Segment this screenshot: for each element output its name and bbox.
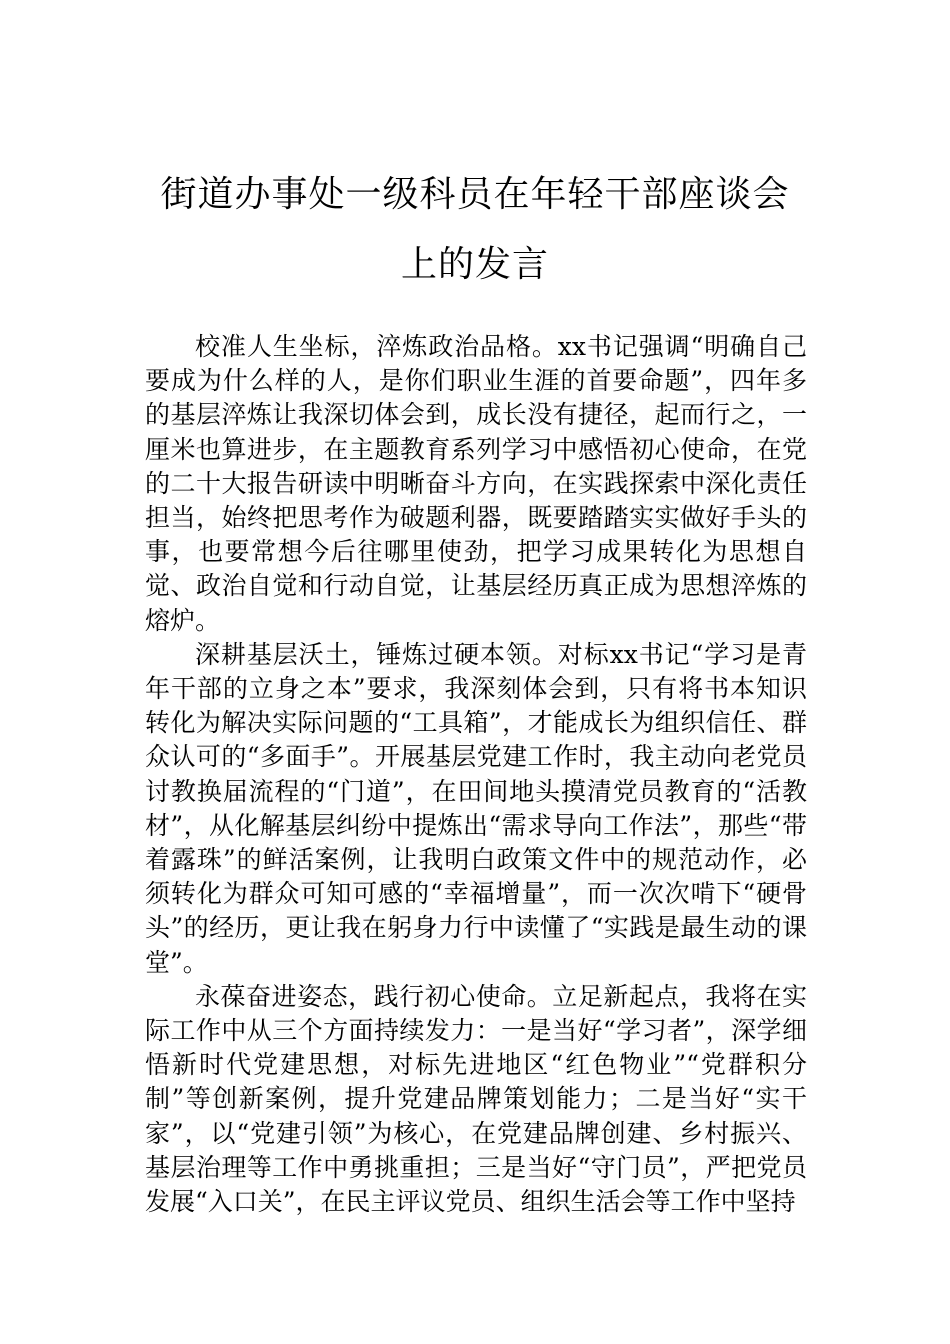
paragraph-2: 深耕基层沃土，锤炼过硬本领。对标xx书记“学习是青年干部的立身之本”要求，我深刻体会到，只有将书本知识转化为解决实际问题的“工具箱”，才能成长为组织信任、群众认可的“多面手”。开展基层党建工作时，我主动向老党员讨教换届流程的“门道”，在田间地头摸清党员教育的“活教材”，从化解基层纠纷中提炼出“需求导向工作法”，那些“带着露珠”的鲜活案例，让我明白政策文件中的规范动作，必须转化为群众可知可感的“幸福增量”，而一次次啃下“硬骨头”的经历，更让我在躬身力行中读懂了“实践是最生动的课堂”。	[145, 639, 807, 977]
document-body	[145, 330, 807, 1219]
document-title: 街道办事处一级科员在年轻干部座谈会上的发言	[160, 174, 790, 285]
paragraph-3: 永葆奋进姿态，践行初心使命。立足新起点，我将在实际工作中从三个方面持续发力：一是当好“学习者”，深学细悟新时代党建思想，对标先进地区“红色物业”“党群积分制”等创新案例，提升党建品牌策划能力；二是当好“实干家”，以“党建引领”为核心，在党建品牌创建、乡村振兴、基层治理等工作中勇挑重担；三是当好“守门员”，严把党员发展“入口关”，在民主评议党员、组织生活会等工作中坚持	[145, 981, 807, 1217]
paragraph-1: 校准人生坐标，淬炼政治品格。xx书记强调“明确自己要成为什么样的人，是你们职业生涯的首要命题”，四年多的基层淬炼让我深切体会到，成长没有捷径，起而行之，一厘米也算进步，在主题教育系列学习中感悟初心使命，在党的二十大报告研读中明晰奋斗方向，在实践探索中深化责任担当，始终把思考作为破题利器，既要踏踏实实做好手头的事，也要常想今后往哪里使劲，把学习成果转化为思想自觉、政治自觉和行动自觉，让基层经历真正成为思想淬炼的熔炉。	[145, 332, 807, 635]
